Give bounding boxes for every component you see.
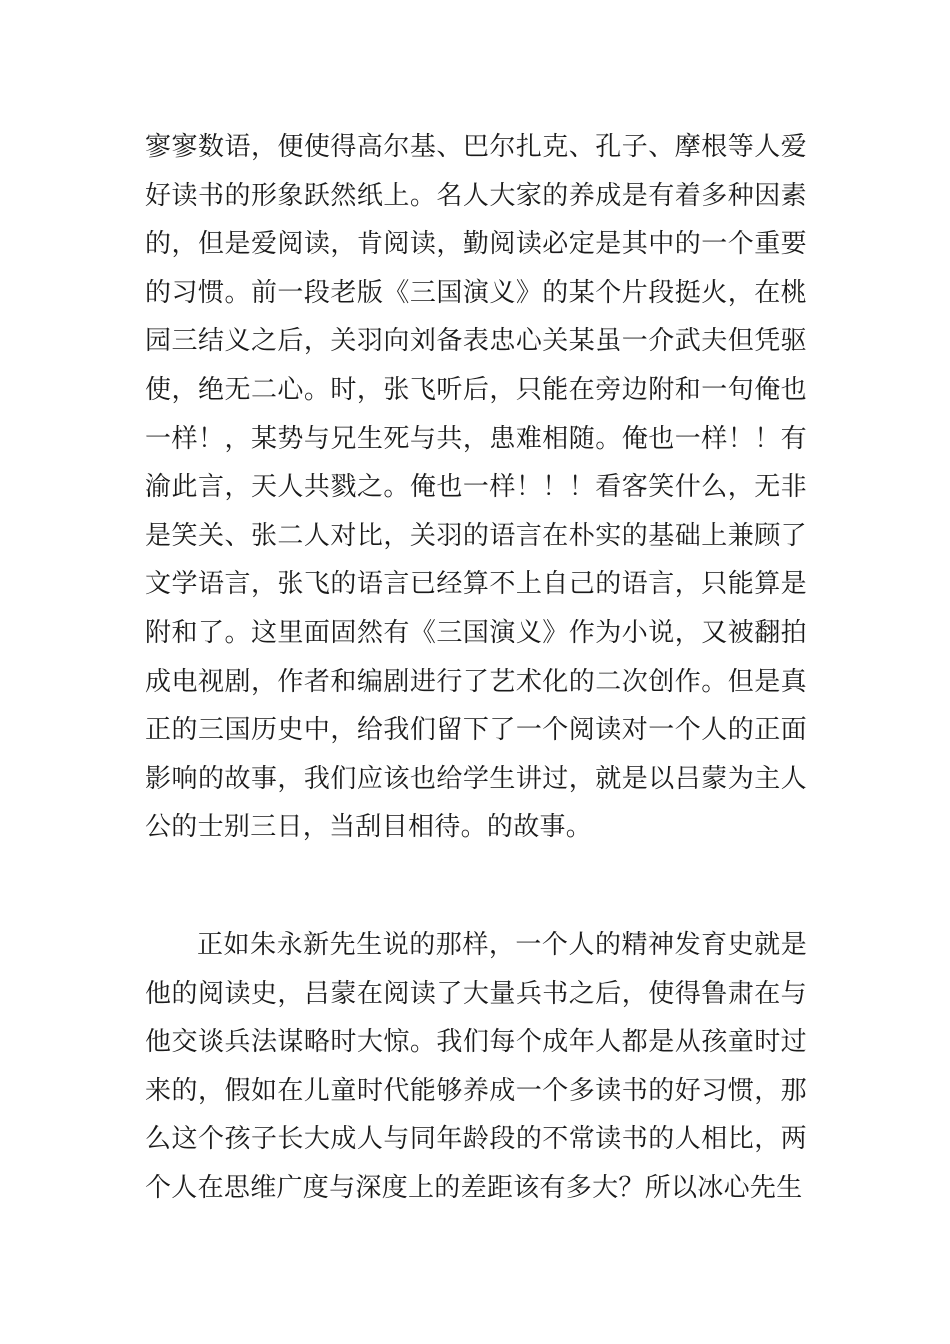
body-paragraph-1: 寥寥数语，便使得高尔基、巴尔扎克、孔子、摩根等人爱好读书的形象跃然纸上。名人大家的养成是有着多种因素的，但是爱阅读，肯阅读，勤阅读必定是其中的一个重要的习惯。前一段老版《三国演义》的某个片段挺火，在桃园三结义之后，关羽向刘备表忠心关某虽一介武夫但凭驱使，绝无二心。时，张飞听后，只能在旁边附和一句俺也一样！，某势与兄生死与共，患难相随。俺也一样！！有渝此言，天人共戮之。俺也一样！！！看客笑什么，无非是笑关、张二人对比，关羽的语言在朴实的基础上兼顾了文学语言，张飞的语言已经算不上自己的语言，只能算是附和了。这里面固然有《三国演义》作为小说，又被翻拍成电视剧，作者和编剧进行了艺术化的二次创作。但是真正的三国历史中，给我们留下了一个阅读对一个人的正面影响的故事，我们应该也给学生讲过，就是以吕蒙为主人公的士别三日，当刮目相待。的故事。 xyxy=(145,132,807,843)
body-paragraph-2: 正如朱永新先生说的那样，一个人的精神发育史就是他的阅读史，吕蒙在阅读了大量兵书之后，使得鲁肃在与他交谈兵法谋略时大惊。我们每个成年人都是从孩童时过来的，假如在儿童时代能够养成一个多读书的好习惯，那么这个孩子长大成人与同年龄段的不常读书的人相比，两个人在思维广度与深度上的差距该有多大？所以冰心先生 xyxy=(145,930,807,1203)
